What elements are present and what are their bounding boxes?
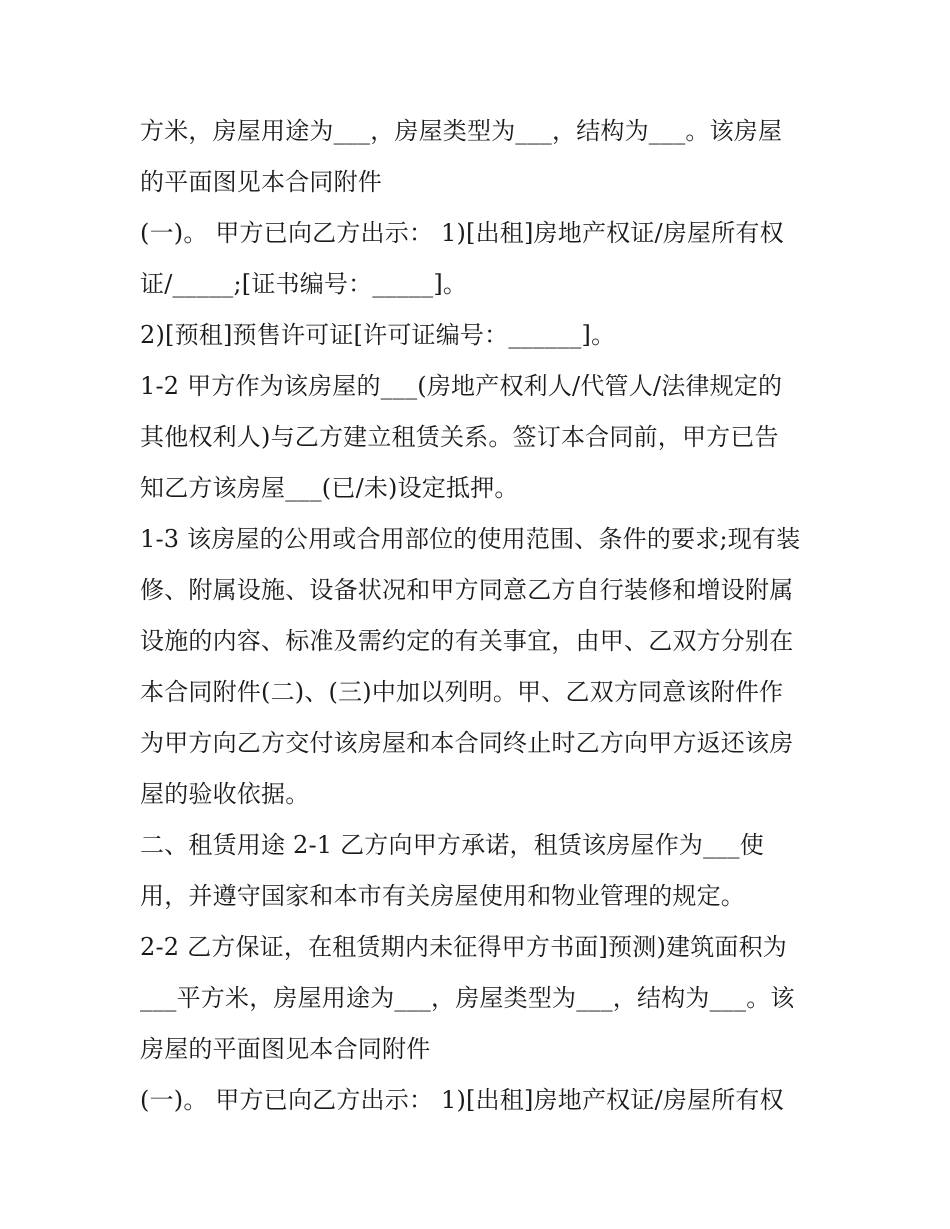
text-line: 设施的内容、标准及需约定的有关事宜，由甲、乙双方分别在 [140,627,794,655]
text-line: ___平方米，房屋用途为___，房屋类型为___，结构为___。该 [140,984,795,1012]
text-line: 1-2 甲方作为该房屋的___(房地产权利人/代管人/法律规定的 [140,372,783,400]
text-line: 的平面图见本合同附件 [140,168,382,196]
text-line: 二、租赁用途 2-1 乙方向甲方承诺，租赁该房屋作为___使 [140,831,764,859]
document-body [140,106,820,1126]
text-line: (一)。 甲方已向乙方出示： 1)[出租]房地产权证/房屋所有权 [140,219,784,247]
text-line: 知乙方该房屋___(已/未)设定抵押。 [140,474,519,502]
text-line: 用，并遵守国家和本市有关房屋使用和物业管理的规定。 [140,882,745,910]
text-line: 1-3 该房屋的公用或合用部位的使用范围、条件的要求;现有装 [140,525,801,553]
text-line: 其他权利人)与乙方建立租赁关系。签订本合同前，甲方已告 [140,423,779,451]
text-line: 房屋的平面图见本合同附件 [140,1035,431,1063]
text-line: 本合同附件(二)、(三)中加以列明。甲、乙双方同意该附件作 [140,678,784,706]
text-line: 证/_____;[证书编号：_____]。 [140,270,468,298]
text-line: 修、附属设施、设备状况和甲方同意乙方自行装修和增设附属 [140,576,794,604]
text-line: (一)。 甲方已向乙方出示： 1)[出租]房地产权证/房屋所有权 [140,1086,784,1114]
text-line: 屋的验收依据。 [140,780,310,808]
text-line: 为甲方向乙方交付该房屋和本合同终止时乙方向甲方返还该房 [140,729,794,757]
text-line: 2)[预租]预售许可证[许可证编号：______]。 [140,321,616,349]
text-line: 2-2 乙方保证，在租赁期内未征得甲方书面]预测)建筑面积为 [140,933,788,961]
text-line: 方米，房屋用途为___，房屋类型为___，结构为___。该房屋 [140,117,783,145]
